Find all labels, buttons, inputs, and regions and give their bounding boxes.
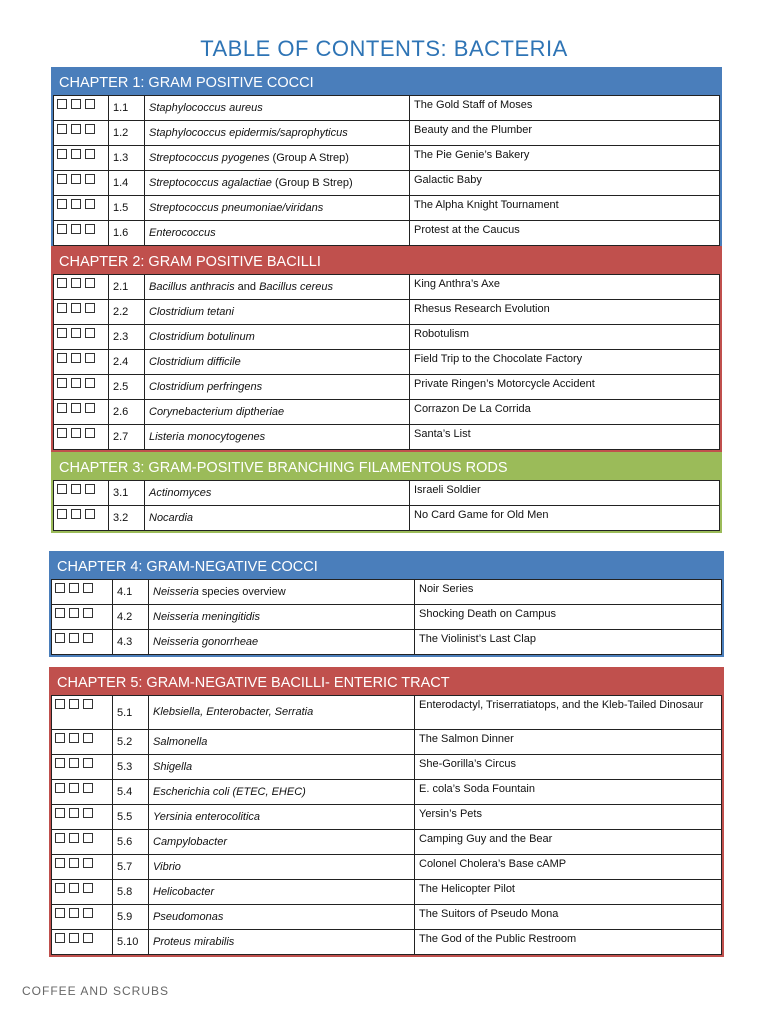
checkbox[interactable] <box>71 124 81 134</box>
checkbox[interactable] <box>69 758 79 768</box>
table-row <box>52 630 722 655</box>
story-title: Colonel Cholera’s Base cAMP <box>415 855 722 880</box>
species-name: Clostridium botulinum <box>149 330 255 343</box>
progress-checkboxes <box>54 481 109 506</box>
section-number: 1.4 <box>109 171 145 196</box>
checkbox[interactable] <box>71 353 81 363</box>
checkbox[interactable] <box>85 99 95 109</box>
checkbox[interactable] <box>71 484 81 494</box>
chapter-1-header: CHAPTER 1: GRAM POSITIVE COCCI <box>53 69 720 95</box>
checkbox[interactable] <box>55 758 65 768</box>
table-row <box>54 506 720 531</box>
section-number: 1.3 <box>109 146 145 171</box>
checkbox[interactable] <box>55 858 65 868</box>
checkbox[interactable] <box>85 224 95 234</box>
checkbox[interactable] <box>69 733 79 743</box>
section-number: 5.4 <box>113 780 149 805</box>
section-number: 5.1 <box>113 696 149 730</box>
story-title: Noir Series <box>415 580 722 605</box>
section-number: 2.4 <box>109 350 145 375</box>
checkbox[interactable] <box>55 608 65 618</box>
topic-cell <box>149 630 415 655</box>
species-name: Streptococcus pneumoniae/viridans <box>149 201 324 214</box>
topic-cell <box>145 400 410 425</box>
table-row <box>52 855 722 880</box>
progress-checkboxes <box>54 300 109 325</box>
checkbox[interactable] <box>83 608 93 618</box>
species-name: Staphylococcus aureus <box>149 101 263 114</box>
progress-checkboxes <box>52 855 113 880</box>
topic-note: (Group A Strep) <box>269 151 349 164</box>
checkbox[interactable] <box>55 808 65 818</box>
checkbox[interactable] <box>83 908 93 918</box>
topic-cell <box>149 605 415 630</box>
section-number: 2.5 <box>109 375 145 400</box>
species-name: Neisseria meningitidis <box>153 610 260 623</box>
checkbox[interactable] <box>71 224 81 234</box>
checkbox[interactable] <box>71 378 81 388</box>
checkbox[interactable] <box>71 303 81 313</box>
checkbox[interactable] <box>55 833 65 843</box>
species-name: Bacillus cereus <box>259 280 334 293</box>
checkbox[interactable] <box>69 858 79 868</box>
story-title: Corrazon De La Corrida <box>410 400 720 425</box>
species-name: Helicobacter <box>153 885 215 898</box>
table-row <box>54 275 720 300</box>
story-title: The Salmon Dinner <box>415 730 722 755</box>
checkbox[interactable] <box>57 509 67 519</box>
checkbox[interactable] <box>83 733 93 743</box>
topic-cell <box>149 780 415 805</box>
checkbox[interactable] <box>57 124 67 134</box>
progress-checkboxes <box>54 221 109 246</box>
story-title: Yersin’s Pets <box>415 805 722 830</box>
progress-checkboxes <box>54 350 109 375</box>
progress-checkboxes <box>52 780 113 805</box>
section-number: 5.6 <box>113 830 149 855</box>
checkbox[interactable] <box>57 174 67 184</box>
checkbox[interactable] <box>69 883 79 893</box>
section-number: 5.3 <box>113 755 149 780</box>
species-name: Pseudomonas <box>153 910 224 923</box>
progress-checkboxes <box>52 630 113 655</box>
progress-checkboxes <box>54 325 109 350</box>
progress-checkboxes <box>54 400 109 425</box>
table-row <box>54 121 720 146</box>
story-title: The Helicopter Pilot <box>415 880 722 905</box>
section-number: 5.5 <box>113 805 149 830</box>
checkbox[interactable] <box>83 833 93 843</box>
table-row <box>52 805 722 830</box>
checkbox[interactable] <box>57 224 67 234</box>
section-number: 1.6 <box>109 221 145 246</box>
checkbox[interactable] <box>71 199 81 209</box>
checkbox[interactable] <box>83 883 93 893</box>
species-name: Streptococcus agalactiae <box>149 176 272 189</box>
checkbox[interactable] <box>83 933 93 943</box>
story-title: Enterodactyl, Triserratiatops, and the Kleb-Tailed Dinosaur <box>415 696 722 730</box>
story-title: Rhesus Research Evolution <box>410 300 720 325</box>
species-name: Actinomyces <box>149 486 212 499</box>
table-row <box>52 730 722 755</box>
story-title: King Anthra’s Axe <box>410 275 720 300</box>
species-name: Neisseria <box>153 585 199 598</box>
chapter-1-section <box>51 67 722 248</box>
checkbox[interactable] <box>57 278 67 288</box>
checkbox[interactable] <box>69 908 79 918</box>
progress-checkboxes <box>54 96 109 121</box>
checkbox[interactable] <box>83 583 93 593</box>
progress-checkboxes <box>54 425 109 450</box>
progress-checkboxes <box>54 196 109 221</box>
checkbox[interactable] <box>57 378 67 388</box>
progress-checkboxes <box>54 506 109 531</box>
checkbox[interactable] <box>83 808 93 818</box>
topic-cell <box>149 880 415 905</box>
checkbox[interactable] <box>83 783 93 793</box>
checkbox[interactable] <box>57 484 67 494</box>
topic-cell <box>149 905 415 930</box>
section-number: 5.8 <box>113 880 149 905</box>
section-number: 2.7 <box>109 425 145 450</box>
checkbox[interactable] <box>85 353 95 363</box>
section-number: 3.1 <box>109 481 145 506</box>
checkbox[interactable] <box>69 783 79 793</box>
table-row <box>54 221 720 246</box>
chapter-3-header: CHAPTER 3: GRAM-POSITIVE BRANCHING FILAMENTOUS RODS <box>53 454 720 480</box>
topic-cell <box>145 196 410 221</box>
checkbox[interactable] <box>55 633 65 643</box>
chapter-5-section <box>49 667 724 957</box>
checkbox[interactable] <box>85 328 95 338</box>
chapter-3-table <box>53 480 720 531</box>
species-name: Listeria monocytogenes <box>149 430 266 443</box>
topic-cell <box>149 855 415 880</box>
table-row <box>52 696 722 730</box>
checkbox[interactable] <box>57 428 67 438</box>
story-title: The Alpha Knight Tournament <box>410 196 720 221</box>
section-number: 4.2 <box>113 605 149 630</box>
story-title: Private Ringen’s Motorcycle Accident <box>410 375 720 400</box>
table-row <box>54 481 720 506</box>
story-title: Robotulism <box>410 325 720 350</box>
topic-cell <box>145 146 410 171</box>
story-title: She-Gorilla’s Circus <box>415 755 722 780</box>
topic-cell <box>145 375 410 400</box>
section-number: 2.2 <box>109 300 145 325</box>
story-title: Field Trip to the Chocolate Factory <box>410 350 720 375</box>
checkbox[interactable] <box>55 583 65 593</box>
checkbox[interactable] <box>85 124 95 134</box>
section-number: 1.1 <box>109 96 145 121</box>
checkbox[interactable] <box>69 833 79 843</box>
species-name: Yersinia enterocolitica <box>153 810 261 823</box>
checkbox[interactable] <box>69 633 79 643</box>
checkbox[interactable] <box>69 699 79 709</box>
section-number: 5.7 <box>113 855 149 880</box>
section-number: 2.1 <box>109 275 145 300</box>
checkbox[interactable] <box>85 278 95 288</box>
chapter-5-table <box>51 695 722 955</box>
species-name: Bacillus anthracis <box>149 280 235 293</box>
table-row <box>54 196 720 221</box>
topic-cell <box>149 580 415 605</box>
story-title: Beauty and the Plumber <box>410 121 720 146</box>
checkbox[interactable] <box>57 353 67 363</box>
checkbox[interactable] <box>85 149 95 159</box>
checkbox[interactable] <box>55 699 65 709</box>
section-number: 5.9 <box>113 905 149 930</box>
table-row <box>54 325 720 350</box>
checkbox[interactable] <box>57 303 67 313</box>
checkbox[interactable] <box>57 99 67 109</box>
checkbox[interactable] <box>85 303 95 313</box>
checkbox[interactable] <box>83 858 93 868</box>
story-title: Shocking Death on Campus <box>415 605 722 630</box>
topic-cell <box>145 121 410 146</box>
checkbox[interactable] <box>71 509 81 519</box>
progress-checkboxes <box>52 730 113 755</box>
topic-cell <box>145 325 410 350</box>
section-number: 4.3 <box>113 630 149 655</box>
checkbox[interactable] <box>83 758 93 768</box>
table-row <box>54 300 720 325</box>
topic-cell <box>149 696 415 730</box>
topic-cell <box>145 275 410 300</box>
topic-note: species overview <box>198 585 286 598</box>
story-title: Protest at the Caucus <box>410 221 720 246</box>
topic-cell <box>149 830 415 855</box>
section-number: 3.2 <box>109 506 145 531</box>
table-row <box>54 425 720 450</box>
progress-checkboxes <box>52 605 113 630</box>
chapter-2-table <box>53 274 720 450</box>
species-name: Enterococcus <box>149 226 216 239</box>
table-row <box>52 880 722 905</box>
checkbox[interactable] <box>57 199 67 209</box>
chapter-1-table <box>53 95 720 246</box>
table-row <box>52 605 722 630</box>
story-title: The Gold Staff of Moses <box>410 96 720 121</box>
species-name: Clostridium difficile <box>149 355 241 368</box>
progress-checkboxes <box>54 171 109 196</box>
table-row <box>54 171 720 196</box>
checkbox[interactable] <box>69 808 79 818</box>
species-name: Nocardia <box>149 511 194 524</box>
chapter-4-section <box>49 551 724 657</box>
progress-checkboxes <box>52 805 113 830</box>
topic-cell <box>145 221 410 246</box>
section-number: 4.1 <box>113 580 149 605</box>
species-name: Campylobacter <box>153 835 227 848</box>
species-name: Neisseria gonorrheae <box>153 635 259 648</box>
topic-cell <box>149 805 415 830</box>
species-name: Streptococcus pyogenes <box>149 151 270 164</box>
story-title: The Pie Genie’s Bakery <box>410 146 720 171</box>
checkbox[interactable] <box>71 278 81 288</box>
species-name: Shigella <box>153 760 193 773</box>
checkbox[interactable] <box>69 608 79 618</box>
topic-cell <box>145 171 410 196</box>
story-title: No Card Game for Old Men <box>410 506 720 531</box>
table-row <box>52 580 722 605</box>
progress-checkboxes <box>52 580 113 605</box>
checkbox[interactable] <box>55 908 65 918</box>
section-number: 2.3 <box>109 325 145 350</box>
topic-cell <box>149 930 415 955</box>
checkbox[interactable] <box>57 328 67 338</box>
story-title: E. cola’s Soda Fountain <box>415 780 722 805</box>
progress-checkboxes <box>52 696 113 730</box>
checkbox[interactable] <box>71 174 81 184</box>
progress-checkboxes <box>52 830 113 855</box>
section-number: 2.6 <box>109 400 145 425</box>
topic-cell <box>145 481 410 506</box>
checkbox[interactable] <box>57 149 67 159</box>
chapter-4-header: CHAPTER 4: GRAM-NEGATIVE COCCI <box>51 553 722 579</box>
species-name: Proteus mirabilis <box>153 935 235 948</box>
progress-checkboxes <box>52 880 113 905</box>
checkbox[interactable] <box>71 428 81 438</box>
checkbox[interactable] <box>71 149 81 159</box>
table-row <box>52 780 722 805</box>
page-title: TABLE OF CONTENTS: BACTERIA <box>200 36 568 61</box>
species-name: Corynebacterium diptheriae <box>149 405 285 418</box>
chapter-2-header: CHAPTER 2: GRAM POSITIVE BACILLI <box>53 248 720 274</box>
table-row <box>54 96 720 121</box>
table-row <box>54 400 720 425</box>
checkbox[interactable] <box>85 509 95 519</box>
progress-checkboxes <box>52 930 113 955</box>
progress-checkboxes <box>54 121 109 146</box>
topic-cell <box>145 425 410 450</box>
story-title: The God of the Public Restroom <box>415 930 722 955</box>
progress-checkboxes <box>54 275 109 300</box>
checkbox[interactable] <box>71 403 81 413</box>
story-title: The Suitors of Pseudo Mona <box>415 905 722 930</box>
checkbox[interactable] <box>71 99 81 109</box>
topic-note: (Group B Strep) <box>271 176 353 189</box>
checkbox[interactable] <box>85 403 95 413</box>
progress-checkboxes <box>54 146 109 171</box>
species-name: Escherichia coli (ETEC, EHEC) <box>153 785 306 798</box>
checkbox[interactable] <box>69 583 79 593</box>
table-row <box>52 930 722 955</box>
table-row <box>54 146 720 171</box>
species-name: Salmonella <box>153 735 208 748</box>
chapter-2-section <box>51 246 722 452</box>
topic-cell <box>145 350 410 375</box>
checkbox[interactable] <box>85 174 95 184</box>
story-title: The Violinist’s Last Clap <box>415 630 722 655</box>
section-number: 1.5 <box>109 196 145 221</box>
topic-cell <box>149 730 415 755</box>
topic-cell <box>145 300 410 325</box>
story-title: Camping Guy and the Bear <box>415 830 722 855</box>
checkbox[interactable] <box>85 484 95 494</box>
species-name: Klebsiella, Enterobacter, Serratia <box>153 706 314 718</box>
species-name: Staphylococcus epidermis/saprophyticus <box>149 126 348 139</box>
story-title: Santa’s List <box>410 425 720 450</box>
checkbox[interactable] <box>57 403 67 413</box>
progress-checkboxes <box>54 375 109 400</box>
checkbox[interactable] <box>85 378 95 388</box>
checkbox[interactable] <box>83 633 93 643</box>
topic-note: and <box>234 280 260 293</box>
progress-checkboxes <box>52 755 113 780</box>
progress-checkboxes <box>52 905 113 930</box>
table-row <box>52 830 722 855</box>
table-row <box>52 755 722 780</box>
chapter-3-section <box>51 452 722 533</box>
checkbox[interactable] <box>69 933 79 943</box>
story-title: Galactic Baby <box>410 171 720 196</box>
footer-brand: COFFEE AND SCRUBS <box>22 984 170 998</box>
section-number: 1.2 <box>109 121 145 146</box>
species-name: Clostridium perfringens <box>149 380 263 393</box>
checkbox[interactable] <box>83 699 93 709</box>
checkbox[interactable] <box>55 733 65 743</box>
story-title: Israeli Soldier <box>410 481 720 506</box>
checkbox[interactable] <box>55 933 65 943</box>
checkbox[interactable] <box>85 428 95 438</box>
topic-cell <box>149 755 415 780</box>
topic-cell <box>145 506 410 531</box>
table-row <box>52 905 722 930</box>
species-name: Clostridium tetani <box>149 305 234 318</box>
checkbox[interactable] <box>55 783 65 793</box>
chapter-4-table <box>51 579 722 655</box>
topic-cell <box>145 96 410 121</box>
checkbox[interactable] <box>55 883 65 893</box>
table-row <box>54 375 720 400</box>
chapter-5-header: CHAPTER 5: GRAM-NEGATIVE BACILLI- ENTERIC TRACT <box>51 669 722 695</box>
section-number: 5.2 <box>113 730 149 755</box>
section-number: 5.10 <box>113 930 149 955</box>
table-row <box>54 350 720 375</box>
checkbox[interactable] <box>71 328 81 338</box>
checkbox[interactable] <box>85 199 95 209</box>
species-name: Vibrio <box>153 860 181 873</box>
